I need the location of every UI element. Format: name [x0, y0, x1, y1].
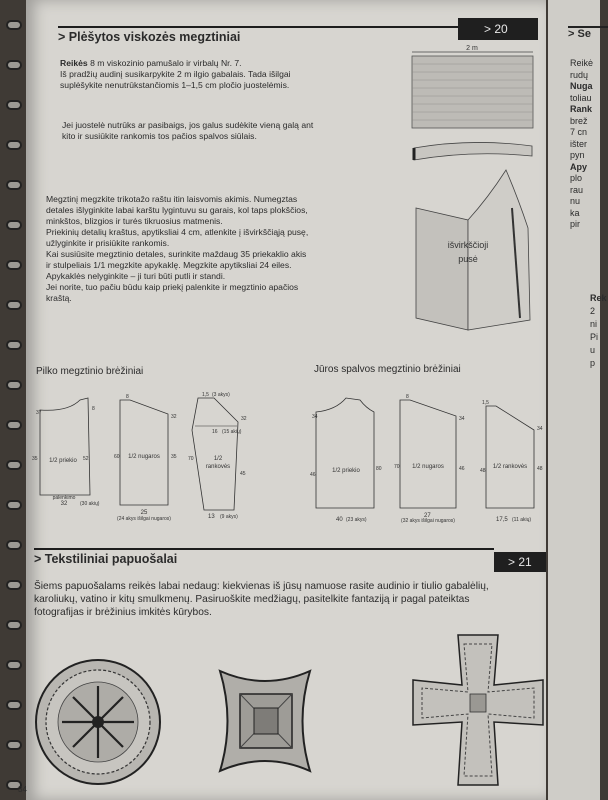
blue-front-pattern: [310, 398, 382, 523]
instruction-line: Kai susiūsite megztinio detales, surinkite maždaug 35 priekaklio akis: [46, 249, 307, 259]
adjacent-line: išter: [570, 138, 588, 149]
adjacent-line: Pi: [590, 332, 599, 342]
grey-front-label: 1/2 priekio: [49, 458, 77, 464]
grey-sleeve-pattern: [188, 392, 247, 520]
grey-sleeve-left: 70: [188, 456, 194, 462]
panel-label-line1: išvirkščioji: [447, 240, 489, 250]
grey-back-pattern: [114, 394, 177, 522]
tip-line: kito ir susiūkite rankomis tos pačios spalvos siūlais.: [62, 131, 257, 141]
blue-back-inner: 46: [459, 466, 465, 472]
blue-front-inner: 80: [376, 466, 382, 472]
instruction-line: ir stulpeliais 1/1 megzkite apykaklę. Megzkite apytiksliai 24 eiles.: [46, 260, 292, 270]
grey-front-inner: 52: [83, 456, 89, 462]
blue-sleeve-left: 48: [480, 468, 486, 474]
blue-sleeve-inner: 48: [537, 466, 543, 472]
fabric-illustration: [410, 44, 535, 134]
panel-label-line2: pusė: [458, 254, 478, 264]
section-number-badge: [494, 552, 546, 572]
blue-back-left: 70: [394, 464, 400, 470]
instruction-line: minkštos, blizgios ir turės tikruosius matmenis.: [46, 216, 223, 226]
adjacent-line: plo: [570, 173, 583, 183]
blue-sleeve-top: 1,5: [482, 400, 489, 406]
fabric-strip-illustration: [412, 138, 537, 168]
materials-lead: Reikės: [60, 58, 88, 68]
adjacent-section-title: > Se: [568, 28, 591, 40]
adjacent-line: ni: [590, 319, 598, 329]
grey-back-top: 8: [126, 394, 129, 400]
blue-back-bottom: 27: [424, 513, 431, 519]
adjacent-text: [570, 58, 593, 231]
grey-sweater-patterns: [28, 390, 278, 530]
grey-front-bottom: 32: [60, 501, 68, 507]
blue-sleeve-pattern: [480, 400, 543, 523]
blue-front-height: 46: [310, 472, 316, 478]
grey-back-bottom: 25: [140, 510, 148, 516]
blue-back-bottom-sub: (32 akys išilgai nugaros): [401, 518, 455, 524]
blue-sleeve-bottom-sub: (11 akių): [512, 517, 532, 523]
grey-front-height: 35: [32, 456, 38, 462]
grey-front-top-left: 37: [36, 410, 42, 416]
grey-sleeve-mid: 16: [212, 429, 218, 435]
adjacent-line: p: [590, 358, 596, 368]
section-title: > Plėšytos viskozės megztiniai: [58, 30, 241, 44]
grey-back-inner: 35: [171, 454, 177, 460]
grey-back-bottom-sub: (24 akys išilgai nugaros): [117, 516, 171, 522]
grey-front-edge: palenkimo: [52, 495, 76, 501]
round-ornament-illustration: [28, 650, 168, 790]
adjacent-line: ka: [570, 207, 580, 218]
grey-front-bottom-sub: (30 akių): [80, 501, 100, 507]
adjacent-line: Nuga: [570, 81, 593, 91]
blue-back-right: 34: [459, 416, 465, 422]
section-title: > Tekstiliniai papuošalai: [34, 552, 178, 566]
materials-line: Iš pradžių audinį susikarpykite 2 m ilgio gabalais. Tada išilgai: [60, 69, 291, 79]
adjacent-line: toliau: [570, 92, 592, 103]
fabric-length-label: 2 m: [466, 45, 478, 52]
blue-front-bottom: 40: [336, 517, 343, 523]
page-number: 34: [18, 785, 27, 794]
adjacent-line: Rek: [590, 293, 607, 303]
grey-sweater-title: Pilko megztinio brėžiniai: [36, 366, 144, 377]
adjacent-line: nu: [570, 196, 581, 206]
blue-front-top-left: 34: [312, 414, 318, 420]
instruction-line: kraštą.: [46, 293, 72, 303]
cross-ornament-illustration: [408, 630, 548, 795]
tip-line: Jei juostelė nutrūks ar pasibaigs, jos galus sudėkite vieną galą ant: [62, 120, 314, 130]
adjacent-line: u: [590, 345, 596, 355]
grey-sleeve-right: 32: [241, 416, 247, 422]
adjacent-line: rau: [570, 184, 584, 195]
adjacent-line: pir: [570, 219, 581, 229]
materials-line: 8 m viskozinio pamušalo ir virbalų Nr. 7.: [87, 58, 242, 68]
section-header-textile-decorations: [34, 548, 494, 568]
instruction-line: Jei norite, tuo pačiu būdu kaip priekį palenkite ir megztinio apačios: [46, 282, 299, 292]
adjacent-line: brež: [570, 115, 588, 126]
instruction-line: Apykaklės nelyginkite – ji turi būti putli ir standi.: [46, 271, 226, 281]
blue-back-label: 1/2 nugaros: [412, 464, 444, 470]
instruction-line: užlyginkite ir prisiūkite rankomis.: [46, 238, 170, 248]
adjacent-text-lower: [590, 292, 607, 370]
adjacent-line: Rank: [570, 104, 593, 114]
grey-back-right: 32: [171, 414, 177, 420]
adjacent-line: Reikė: [570, 58, 594, 68]
section-number: > 21: [508, 555, 532, 569]
grey-sleeve-label-2: rankovės: [205, 464, 231, 470]
blue-sleeve-right: 34: [537, 426, 543, 432]
adjacent-line: rudų: [570, 69, 589, 80]
spiral-binding: [6, 20, 20, 790]
adjacent-section-header: [568, 26, 608, 46]
decor-line: karoliukų, vatino ir kitų smulkmenų. Pasiruoškite medžiagų, pasitelkite fantaziją ir pagal pateiktas: [34, 594, 470, 605]
blue-back-pattern: [394, 394, 465, 524]
grey-sleeve-label-1: 1/2: [213, 456, 223, 462]
blue-sleeve-bottom: 17,5: [496, 517, 508, 523]
grey-front-top-right: 8: [92, 406, 95, 412]
adjacent-line: 2: [590, 306, 596, 316]
adjacent-line: pyn: [570, 150, 585, 160]
grey-back-left: 60: [114, 454, 120, 460]
decor-line: Šiems papuošalams reikės labai nedaug: kiekvienas iš jūsų namuose rasite audinio ir tiulio gabalėlių,: [34, 581, 489, 592]
materials-line: suplėšykite nenutrūkstančiomis 1–1,5 cm pločio juostelėmis.: [60, 80, 290, 90]
instruction-line: detales išlyginkite labai karštu lygintuvu su garais, kol taps plokščios,: [46, 205, 308, 215]
grey-sleeve-mid-sub: (15 akių): [222, 429, 242, 435]
blue-front-bottom-sub: (23 akys): [346, 517, 367, 523]
blue-back-top: 8: [406, 394, 409, 400]
instruction-line: Megztinį megzkite trikotažo raštu itin laisvomis akimis. Numegztas: [46, 194, 298, 204]
grey-back-label: 1/2 nugaros: [128, 454, 160, 460]
grey-front-pattern: [32, 398, 100, 507]
blue-sweater-title: Jūros spalvos megztinio brėžiniai: [314, 364, 461, 375]
decor-line: fotografijas ir brėžinius imkitės kūrybos.: [34, 607, 212, 618]
blue-front-label: 1/2 priekio: [332, 468, 360, 474]
grey-sleeve-top: 1,5: [202, 392, 209, 398]
blue-sweater-patterns: [306, 390, 556, 530]
section-header-knitted-sweaters: [58, 26, 458, 46]
adjacent-page: [548, 0, 607, 800]
grey-sleeve-bottom: 13: [208, 514, 215, 520]
instruction-line: Priekinių detalių kraštus, apytiksliai 4 cm, atlenkite į išvirkščiąją pusę,: [46, 227, 309, 237]
materials-paragraph: [60, 58, 390, 91]
section-number: > 20: [484, 22, 508, 36]
folded-panel-illustration: [408, 168, 538, 343]
adjacent-line: 7 cn: [570, 127, 588, 137]
grey-sleeve-bottom-sub: (9 akys): [220, 514, 238, 520]
adjacent-line: Apy: [570, 161, 588, 172]
square-ornament-illustration: [200, 656, 330, 786]
tip-paragraph: [62, 120, 402, 142]
blue-sleeve-label: 1/2 rankovės: [492, 464, 528, 470]
instructions-paragraph: [46, 194, 396, 304]
grey-sleeve-top-sub: (3 akys): [212, 392, 230, 398]
section-number-badge: [458, 18, 538, 40]
grey-sleeve-inner: 45: [240, 471, 246, 477]
decorations-paragraph: [34, 580, 544, 619]
